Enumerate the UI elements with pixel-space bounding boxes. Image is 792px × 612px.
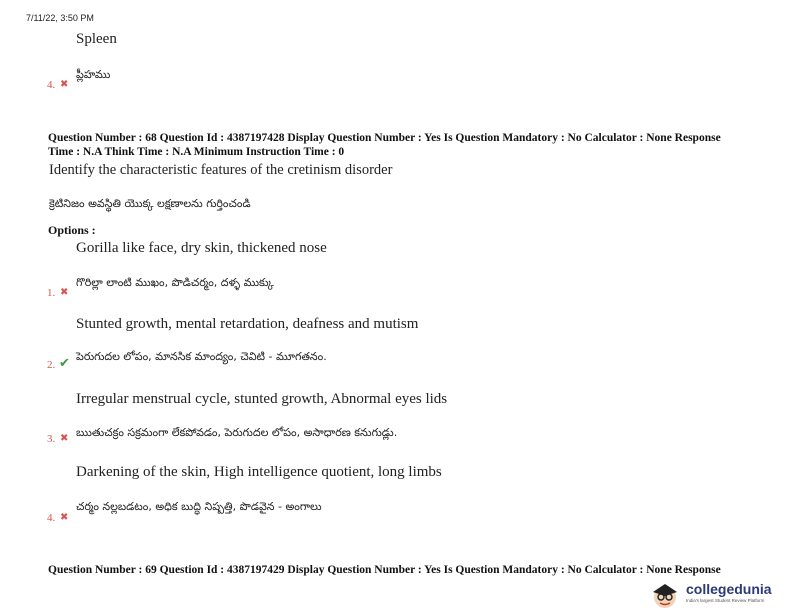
correct-check-icon: ✔ bbox=[59, 356, 70, 371]
wrong-mark-icon: ✖ bbox=[60, 79, 69, 90]
option-3-number: 3. bbox=[47, 433, 56, 445]
option-1-number: 1. bbox=[47, 287, 56, 299]
option-1-telugu: గొరిల్లా లాంటి ముఖం, పొడిచర్మం, దళ్ళ ముక్కు bbox=[76, 276, 274, 289]
prev-option-4-telugu: ప్లీహము bbox=[76, 68, 111, 81]
prev-option-4-english: Spleen bbox=[76, 31, 117, 47]
option-3-telugu: ఋతుచక్రం సక్రమంగా లేకపోవడం, పెరుగుదల లోపం, అసాధారణ కనుగుడ్లు. bbox=[76, 426, 398, 439]
print-timestamp: 7/11/22, 3:50 PM bbox=[26, 13, 94, 23]
mascot-icon bbox=[648, 580, 682, 610]
option-4-number: 4. bbox=[47, 512, 56, 524]
option-1-english: Gorilla like face, dry skin, thickened nose bbox=[76, 240, 327, 256]
question-69-meta-line1: Question Number : 69 Question Id : 4387197429 Display Question Number : Yes Is Question Mandatory : No Calculator : None Response bbox=[48, 564, 721, 576]
logo-wordmark: collegedunia bbox=[686, 581, 772, 597]
option-4-telugu: చర్మం నల్లబడటం, అధిక బుద్ధి నిష్పత్తి, పొడవైన - అంగాలు bbox=[76, 500, 322, 513]
collegedunia-logo bbox=[648, 580, 792, 610]
prev-option-4-number: 4. bbox=[47, 79, 56, 91]
wrong-mark-icon: ✖ bbox=[60, 433, 69, 444]
option-2-english: Stunted growth, mental retardation, deafness and mutism bbox=[76, 316, 419, 332]
wrong-mark-icon: ✖ bbox=[60, 287, 69, 298]
option-3-english: Irregular menstrual cycle, stunted growth, Abnormal eyes lids bbox=[76, 391, 448, 407]
options-label: Options : bbox=[48, 223, 96, 237]
option-2-telugu: పెరుగుదల లోపం, మానసిక మాంద్యం, చెవిటి - మూగతనం. bbox=[76, 350, 327, 363]
question-68-meta-line1: Question Number : 68 Question Id : 4387197428 Display Question Number : Yes Is Question Mandatory : No Calculator : None Response bbox=[48, 132, 721, 144]
option-2-number: 2. bbox=[47, 359, 56, 371]
question-68-meta-line2: Time : N.A Think Time : N.A Minimum Instruction Time : 0 bbox=[48, 146, 345, 158]
logo-tagline: India's largest Student Review Platform bbox=[686, 598, 765, 603]
question-68-text-english: Identify the characteristic features of the cretinism disorder bbox=[49, 162, 393, 178]
wrong-mark-icon: ✖ bbox=[60, 512, 69, 523]
option-4-english: Darkening of the skin, High intelligence quotient, long limbs bbox=[76, 464, 442, 480]
question-68-text-telugu: క్రెటినిజం అవస్థితి యొక్క లక్షణాలను గుర్తించండి bbox=[49, 197, 251, 210]
